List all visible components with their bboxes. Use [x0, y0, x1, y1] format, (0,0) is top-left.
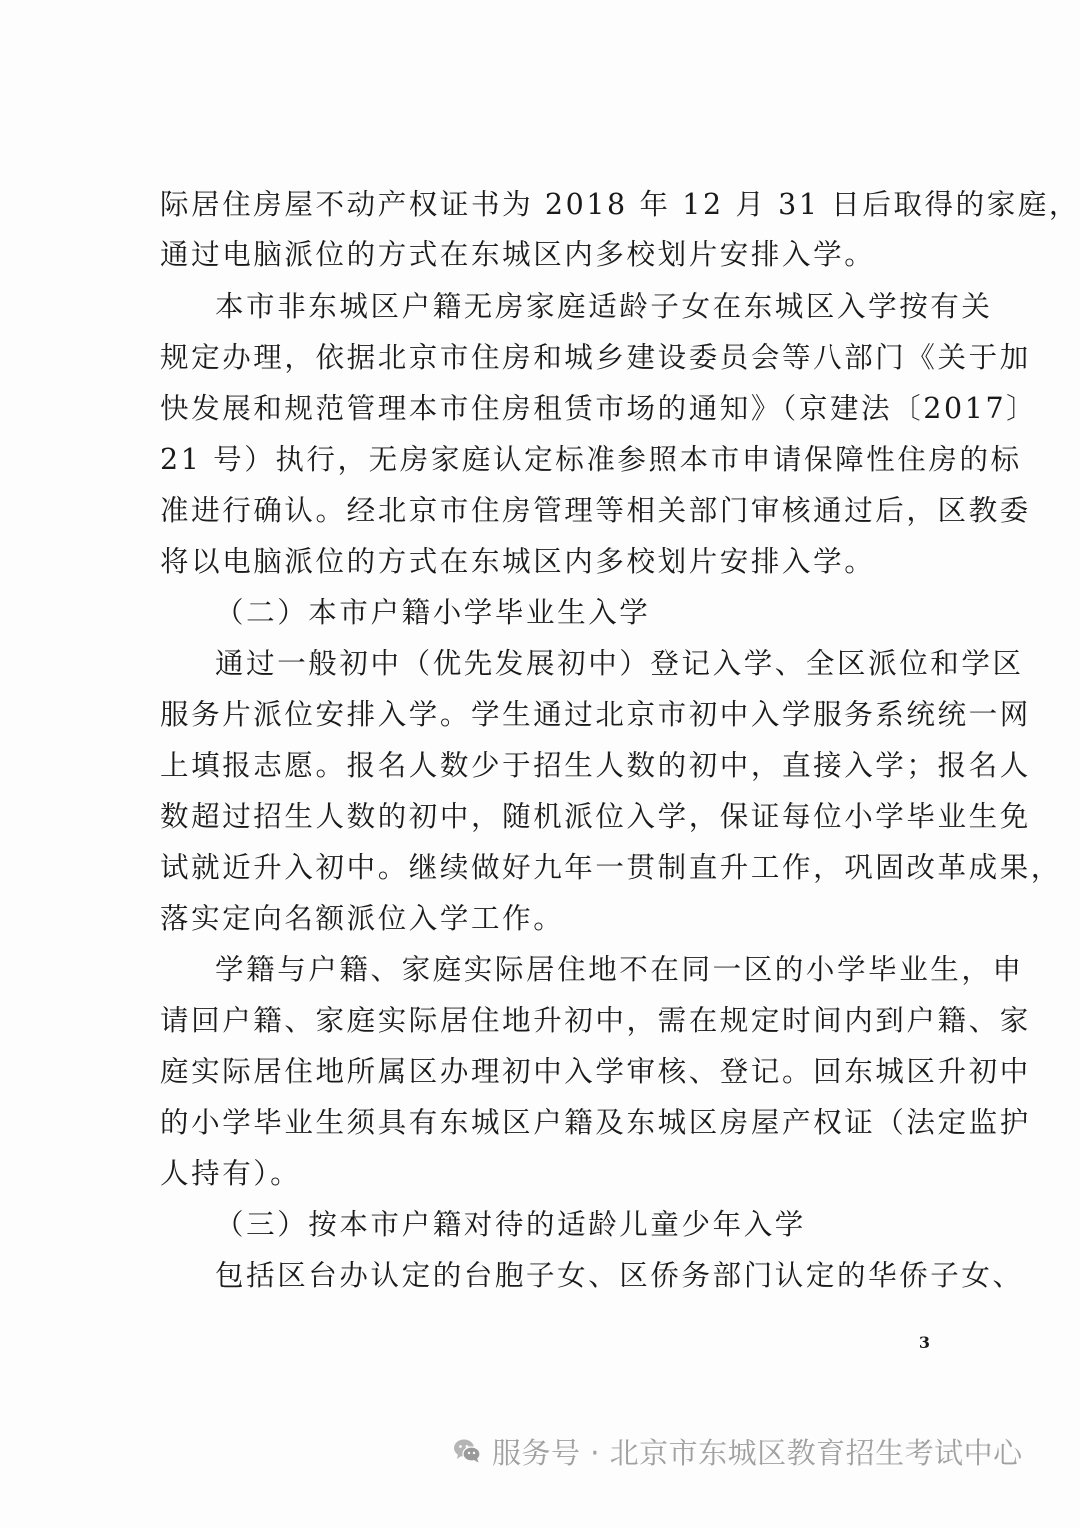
- text-line: 请回户籍、家庭实际居住地升初中，需在规定时间内到户籍、家: [160, 1004, 1031, 1037]
- text-line: 本市非东城区户籍无房家庭适龄子女在东城区入学按有关: [215, 290, 993, 323]
- watermark: [452, 1426, 1023, 1476]
- text-line: 准进行确认。经北京市住房管理等相关部门审核通过后，区教委: [160, 494, 1031, 527]
- text-line: 庭实际居住地所属区办理初中入学审核、登记。回东城区升初中: [160, 1055, 1031, 1088]
- text-line: 通过电脑派位的方式在东城区内多校划片安排入学。: [160, 238, 876, 271]
- text-line: 落实定向名额派位入学工作。: [160, 902, 565, 935]
- text-line: 快发展和规范管理本市住房租赁市场的通知》（京建法〔2017〕: [160, 392, 1038, 425]
- wechat-icon: [452, 1436, 482, 1466]
- text-line: 学籍与户籍、家庭实际居住地不在同一区的小学毕业生，申: [215, 953, 1024, 986]
- text-line: 包括区台办认定的台胞子女、区侨务部门认定的华侨子女、: [215, 1259, 1024, 1292]
- page-number: 3: [918, 1333, 930, 1352]
- section-heading: （二）本市户籍小学毕业生入学: [215, 596, 651, 629]
- text-line: 上填报志愿。报名人数少于招生人数的初中，直接入学；报名人: [160, 749, 1031, 782]
- text-line: 的小学毕业生须具有东城区户籍及东城区房屋产权证（法定监护: [160, 1106, 1031, 1139]
- text-line: 际居住房屋不动产权证书为 2018 年 12 月 31 日后取得的家庭，: [160, 188, 1080, 221]
- text-line: 人持有）。: [160, 1157, 302, 1190]
- text-line: 规定办理，依据北京市住房和城乡建设委员会等八部门《关于加: [160, 341, 1031, 374]
- section-heading: （三）按本市户籍对待的适龄儿童少年入学: [215, 1208, 806, 1241]
- text-line: 服务片派位安排入学。学生通过北京市初中入学服务系统统一网: [160, 698, 1031, 731]
- text-line: 通过一般初中（优先发展初中）登记入学、全区派位和学区: [215, 647, 1024, 680]
- text-line: 数超过招生人数的初中，随机派位入学，保证每位小学毕业生免: [160, 800, 1031, 833]
- text-line: 试就近升入初中。继续做好九年一贯制直升工作，巩固改革成果，: [160, 851, 1062, 884]
- watermark-text: 服务号 · 北京市东城区教育招生考试中心: [492, 1435, 1023, 1470]
- text-line: 21 号）执行，无房家庭认定标准参照本市申请保障性住房的标: [160, 443, 1022, 476]
- text-line: 将以电脑派位的方式在东城区内多校划片安排入学。: [160, 545, 876, 578]
